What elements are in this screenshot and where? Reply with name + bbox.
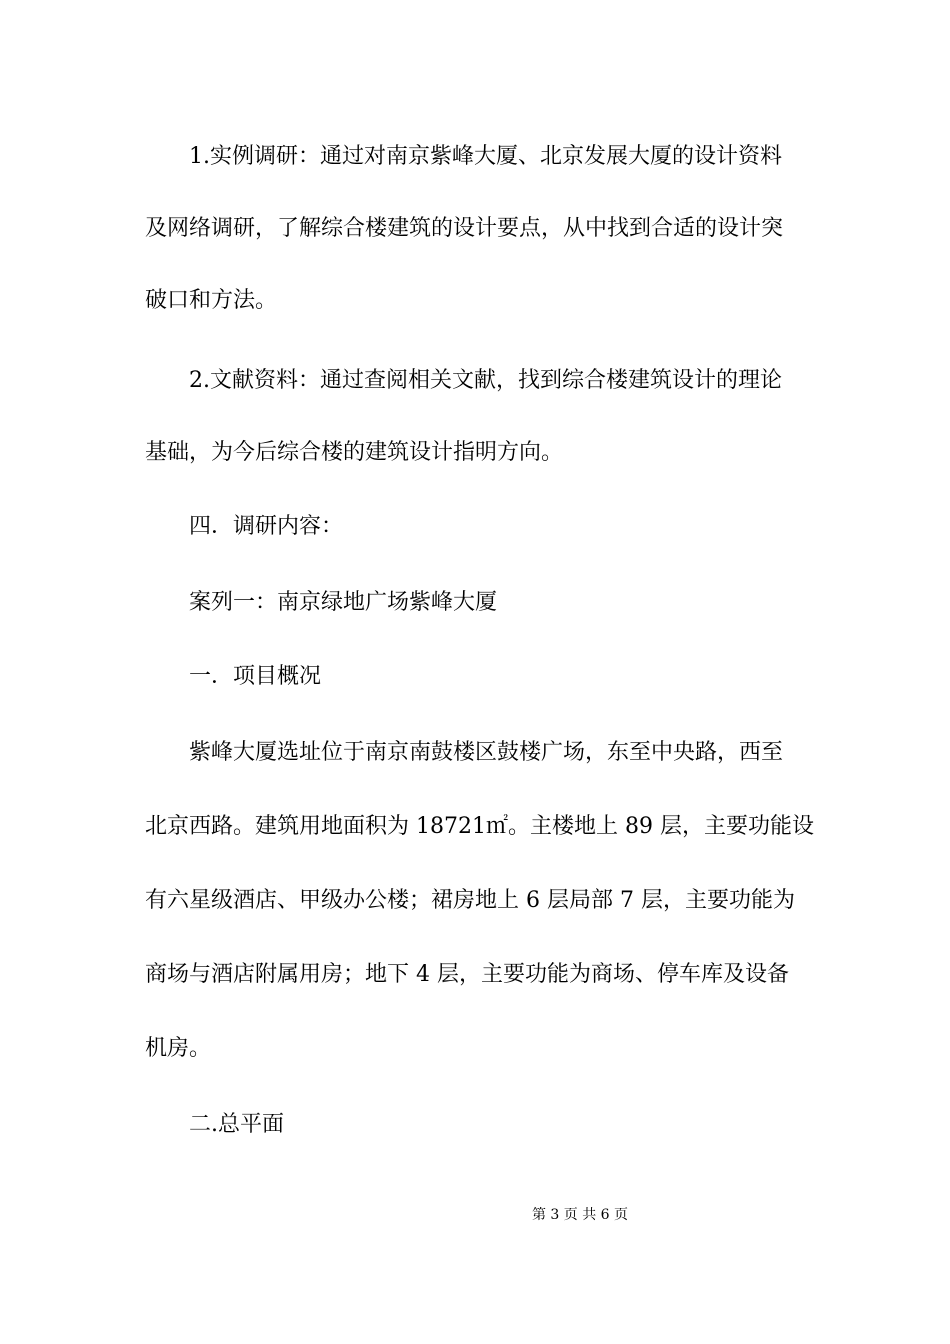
paragraph-line: 破口和方法。 [145, 288, 278, 313]
paragraph-line: 1.实例调研：通过对南京紫峰大厦、北京发展大厦的设计资料 [189, 144, 782, 169]
case-heading: 案列一：南京绿地广场紫峰大厦 [189, 590, 498, 615]
paragraph-line: 北京西路。建筑用地面积为 18721㎡。主楼地上 89 层，主要功能设 [145, 814, 814, 839]
paragraph-line: 有六星级酒店、甲级办公楼；裙房地上 6 层局部 7 层，主要功能为 [145, 888, 795, 913]
paragraph-line: 及网络调研，了解综合楼建筑的设计要点，从中找到合适的设计突 [145, 216, 784, 241]
subsection-heading: 二.总平面 [189, 1112, 284, 1137]
paragraph-line: 商场与酒店附属用房；地下 4 层，主要功能为商场、停车库及设备 [145, 962, 789, 987]
paragraph-line: 机房。 [145, 1036, 212, 1061]
paragraph-line: 紫峰大厦选址位于南京南鼓楼区鼓楼广场，东至中央路，西至 [189, 740, 784, 765]
section-heading: 四．调研内容： [189, 514, 344, 539]
paragraph-line: 2.文献资料：通过查阅相关文献，找到综合楼建筑设计的理论 [189, 368, 782, 393]
paragraph-line: 基础，为今后综合楼的建筑设计指明方向。 [145, 440, 564, 465]
page-number: 第 3 页 共 6 页 [531, 1207, 629, 1223]
subsection-heading: 一．项目概况 [189, 664, 322, 689]
